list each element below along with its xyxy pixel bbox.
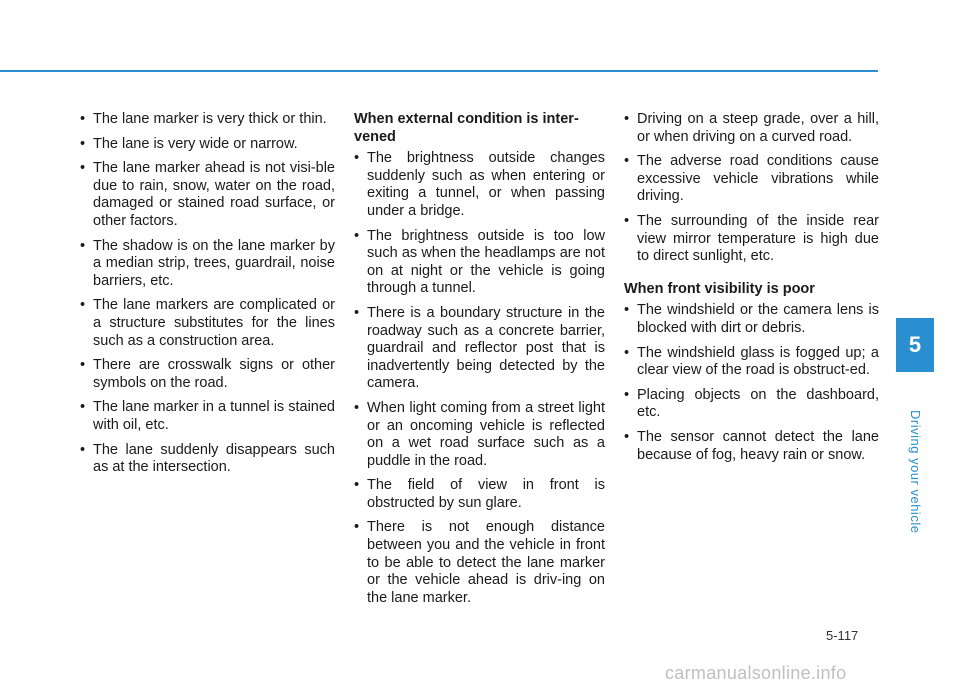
bullet-list [80, 111, 335, 477]
column-2 [354, 111, 605, 614]
list-item: • The surrounding of the inside rear view mirror temperature is high due to direct sunlight, etc. [624, 213, 879, 266]
bullet-list [354, 150, 605, 607]
list-item: • The windshield glass is fogged up; a clear view of the road is obstruct-ed. [624, 345, 879, 380]
list-item: • The lane suddenly disappears such as at the intersection. [80, 442, 335, 477]
list-item: • The sensor cannot detect the lane because of fog, heavy rain or snow. [624, 429, 879, 464]
list-item: • The shadow is on the lane marker by a median strip, trees, guardrail, noise barriers, etc. [80, 238, 335, 291]
list-item: • The field of view in front is obstructed by sun glare. [354, 477, 605, 512]
list-item: • There is not enough distance between you and the vehicle in front to be able to detect the lane marker or the vehicle ahead is driv-ing on the lane marker. [354, 519, 605, 607]
chapter-tab: 5 [896, 318, 934, 372]
section-heading: When external condition is inter-vened [354, 111, 579, 145]
list-item: • The lane is very wide or narrow. [80, 136, 335, 154]
list-item: • There are crosswalk signs or other symbols on the road. [80, 357, 335, 392]
list-item: • The brightness outside changes suddenly such as when entering or exiting a tunnel, or when passing under a bridge. [354, 150, 605, 220]
list-item: • The adverse road conditions cause excessive vehicle vibrations while driving. [624, 153, 879, 206]
list-item: • Driving on a steep grade, over a hill, or when driving on a curved road. [624, 111, 879, 146]
list-item: • The windshield or the camera lens is blocked with dirt or debris. [624, 302, 879, 337]
list-item: • When light coming from a street light or an oncoming vehicle is reflected on a wet road surface such as a puddle in the road. [354, 400, 605, 470]
column-3 [624, 111, 879, 471]
header-rule [0, 70, 878, 72]
page-number: 5-117 [826, 628, 859, 643]
list-item: • The lane marker ahead is not visi-ble due to rain, snow, water on the road, damaged or stained road surface, or other factors. [80, 160, 335, 230]
list-item: • The brightness outside is too low such as when the headlamps are not on at night or the vehicle is going through a tunnel. [354, 228, 605, 298]
watermark: carmanualsonline.info [665, 663, 847, 683]
list-item: • The lane marker in a tunnel is stained with oil, etc. [80, 399, 335, 434]
list-item: • The lane markers are complicated or a structure substitutes for the lines such as a construction area. [80, 297, 335, 350]
bullet-list [624, 302, 879, 464]
column-1 [80, 111, 335, 484]
chapter-title: Driving your vehicle [908, 410, 923, 534]
list-item: • Placing objects on the dashboard, etc. [624, 387, 879, 422]
list-item: • There is a boundary structure in the roadway such as a concrete barrier, guardrail and reflector post that is inadvertently being detected by the camera. [354, 305, 605, 393]
section-heading: When front visibility is poor [624, 280, 815, 297]
list-item: • The lane marker is very thick or thin. [80, 111, 335, 129]
bullet-list [624, 111, 879, 266]
